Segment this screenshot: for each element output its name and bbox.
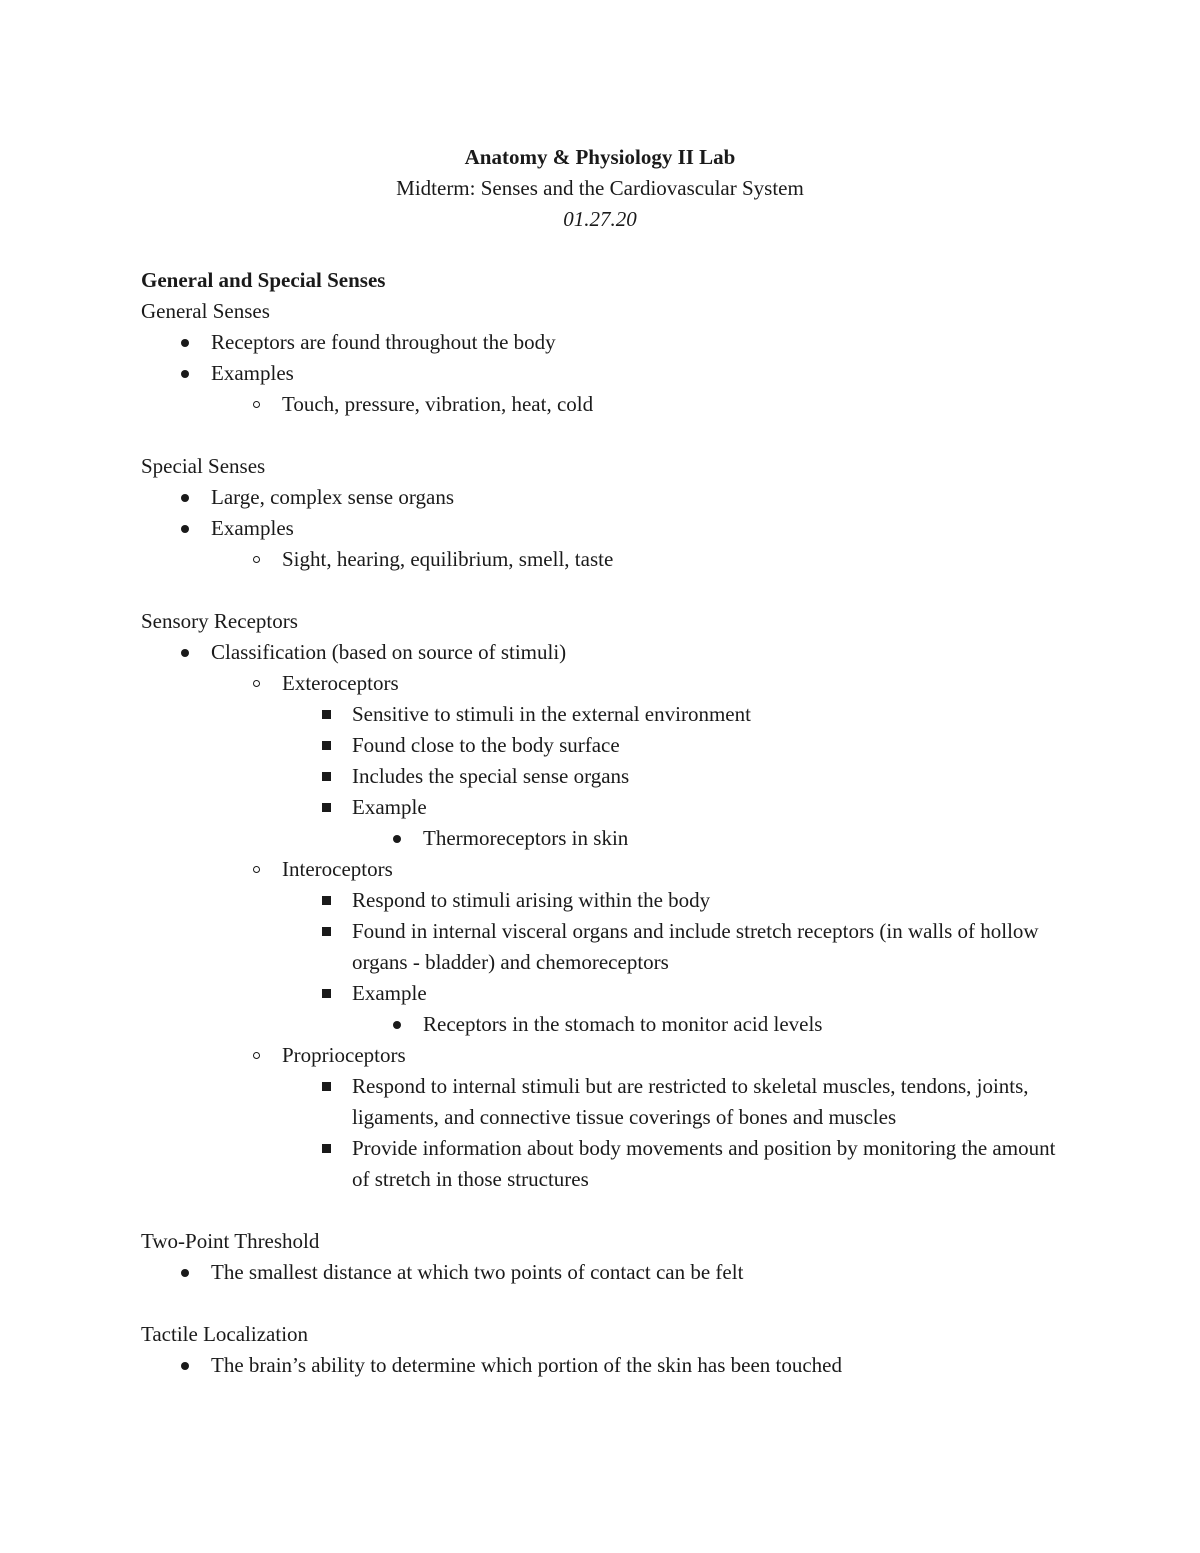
bullet-square-icon	[318, 792, 334, 823]
bullet-dot-icon	[389, 823, 405, 854]
bullet-circle-icon	[248, 544, 264, 575]
list-item	[141, 792, 1071, 823]
list-item-text: The brain’s ability to determine which portion of the skin has been touched	[211, 1353, 843, 1377]
document-title: Anatomy & Physiology II Lab	[464, 145, 736, 169]
two-point-threshold-heading: Two-Point Threshold	[141, 1229, 320, 1253]
list-item	[141, 1257, 1071, 1288]
spacer	[141, 420, 1071, 451]
bullet-dot-icon	[177, 482, 193, 513]
spacer	[141, 1288, 1071, 1319]
list-item-text: Respond to stimuli arising within the body	[352, 888, 711, 912]
spacer	[141, 1195, 1071, 1226]
bullet-square-icon	[318, 730, 334, 761]
list-item-text: Sensitive to stimuli in the external environment	[352, 702, 751, 726]
list-item-text: Respond to internal stimuli but are restricted to skeletal muscles, tendons, joints, ligaments, and connective tissue coverings of bones and muscles	[352, 1074, 1029, 1129]
list-item-text: Thermoreceptors in skin	[423, 826, 629, 850]
special-senses-heading: Special Senses	[141, 454, 266, 478]
document-subtitle: Midterm: Senses and the Cardiovascular System	[396, 176, 804, 200]
bullet-circle-icon	[248, 668, 264, 699]
bullet-dot-icon	[177, 637, 193, 668]
bullet-square-icon	[318, 699, 334, 730]
bullet-circle-icon	[248, 1040, 264, 1071]
list-item	[141, 699, 1071, 730]
list-item	[141, 1350, 1071, 1381]
list-item	[141, 327, 1071, 358]
bullet-square-icon	[318, 885, 334, 916]
bullet-circle-icon	[248, 854, 264, 885]
list-item	[141, 978, 1071, 1009]
section-heading: General and Special Senses	[141, 268, 386, 292]
list-item-text: Touch, pressure, vibration, heat, cold	[282, 392, 594, 416]
bullet-dot-icon	[177, 327, 193, 358]
list-item-text: The smallest distance at which two points of contact can be felt	[211, 1260, 744, 1284]
document-header	[0, 142, 1200, 235]
list-item	[141, 1040, 1071, 1071]
list-item-text: Provide information about body movements and position by monitoring the amount of stretch in those structures	[352, 1136, 1056, 1191]
list-item	[141, 544, 1071, 575]
general-senses-heading: General Senses	[141, 299, 270, 323]
list-item-text: Found close to the body surface	[352, 733, 620, 757]
list-item	[141, 513, 1071, 544]
bullet-dot-icon	[177, 513, 193, 544]
tactile-localization-heading: Tactile Localization	[141, 1322, 309, 1346]
two-point-threshold-list	[141, 1257, 1071, 1288]
sensory-receptors-list	[141, 637, 1071, 1195]
bullet-square-icon	[318, 1133, 334, 1164]
list-item-text: Interoceptors	[282, 857, 393, 881]
bullet-square-icon	[318, 916, 334, 947]
list-item-text: Sight, hearing, equilibrium, smell, taste	[282, 547, 614, 571]
bullet-circle-icon	[248, 389, 264, 420]
list-item-text: Exteroceptors	[282, 671, 399, 695]
special-senses-list	[141, 482, 1071, 575]
bullet-dot-icon	[177, 358, 193, 389]
bullet-square-icon	[318, 978, 334, 1009]
list-item	[141, 637, 1071, 668]
list-item	[141, 668, 1071, 699]
list-item	[141, 482, 1071, 513]
list-item	[141, 1071, 1071, 1133]
list-item	[141, 389, 1071, 420]
bullet-square-icon	[318, 761, 334, 792]
list-item	[141, 823, 1071, 854]
list-item-text: Receptors in the stomach to monitor acid levels	[423, 1012, 823, 1036]
list-item-text: Includes the special sense organs	[352, 764, 630, 788]
bullet-square-icon	[318, 1071, 334, 1102]
bullet-dot-icon	[389, 1009, 405, 1040]
list-item-text: Examples	[211, 516, 294, 540]
list-item	[141, 1009, 1071, 1040]
sensory-receptors-heading: Sensory Receptors	[141, 609, 298, 633]
list-item-text: Classification (based on source of stimuli)	[211, 640, 567, 664]
list-item-text: Receptors are found throughout the body	[211, 330, 556, 354]
list-item-text: Large, complex sense organs	[211, 485, 454, 509]
bullet-dot-icon	[177, 1350, 193, 1381]
list-item	[141, 885, 1071, 916]
document-date: 01.27.20	[563, 207, 637, 231]
list-item-text: Example	[352, 795, 427, 819]
list-item-text: Proprioceptors	[282, 1043, 406, 1067]
document-body	[141, 265, 1071, 1381]
list-item-text: Example	[352, 981, 427, 1005]
general-senses-list	[141, 327, 1071, 420]
spacer	[141, 575, 1071, 606]
list-item-text: Examples	[211, 361, 294, 385]
list-item	[141, 854, 1071, 885]
list-item	[141, 761, 1071, 792]
tactile-localization-list	[141, 1350, 1071, 1381]
list-item-text: Found in internal visceral organs and include stretch receptors (in walls of hollow organs - bladder) and chemoreceptors	[352, 919, 1039, 974]
list-item	[141, 358, 1071, 389]
list-item	[141, 730, 1071, 761]
list-item	[141, 1133, 1071, 1195]
bullet-dot-icon	[177, 1257, 193, 1288]
list-item	[141, 916, 1071, 978]
